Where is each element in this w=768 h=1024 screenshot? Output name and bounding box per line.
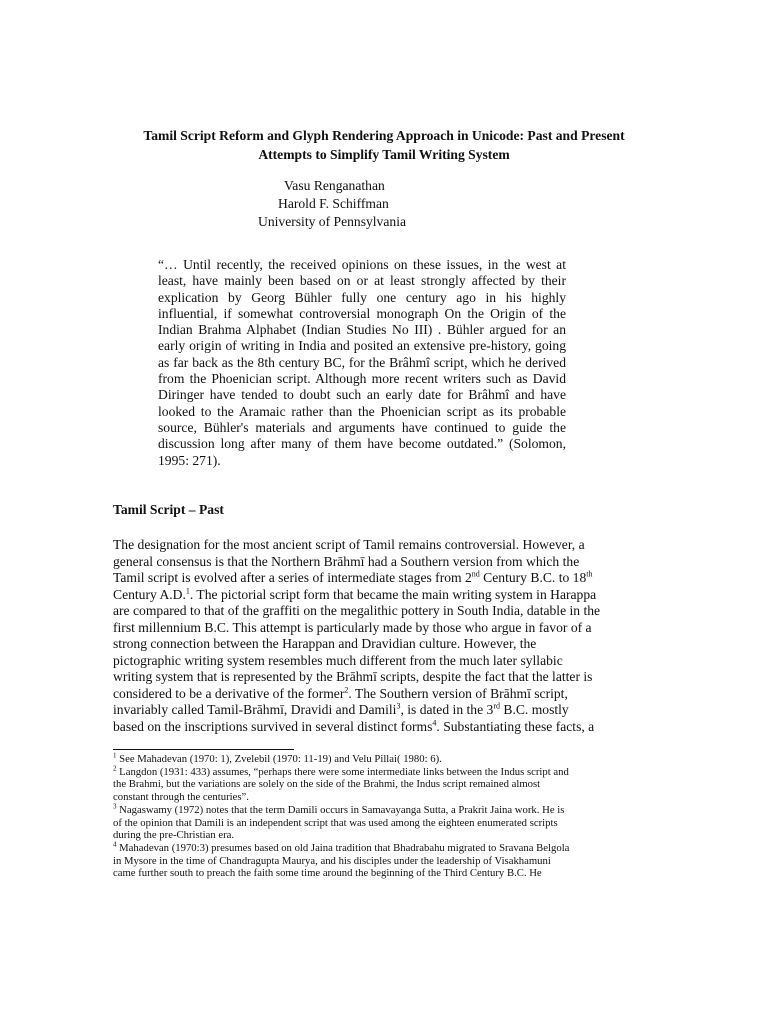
superscript: nd	[471, 569, 480, 579]
footnote-divider	[113, 749, 294, 750]
section-heading: Tamil Script – Past	[113, 502, 224, 517]
footnote-3-cont: during the pre-Christian era.	[113, 829, 235, 842]
title-line-2: Attempts to Simplify Tamil Writing System	[258, 147, 510, 162]
footnote-2-cont: the Brahmi, but the variations are solely on the side of the Brahmi, the Indus script remained almost	[113, 778, 541, 791]
author-name-2: Harold F. Schiffman	[278, 196, 389, 211]
superscript: th	[586, 569, 593, 579]
footnote-2-cont: constant through the centuries”.	[113, 791, 249, 804]
author-name-1: Vasu Renganathan	[284, 178, 385, 193]
superscript: rd	[493, 701, 500, 711]
footnote-4: $^4$ Mahadevan (1970:3) presumes based on old Jaina tradition that Bhadrabahu migrated to Sravana Belgola	[113, 840, 570, 854]
body-line: considered to be a derivative of the former$^2$. The Southern version of Brāhmī script,	[113, 684, 568, 701]
footnotes	[113, 753, 658, 880]
body-line: first millennium B.C. This attempt is particularly made by those who argue in favor of a	[113, 619, 592, 635]
footnote-number: 3	[113, 802, 117, 811]
body-line: pictographic writing system resembles much different from the much later syllabic	[113, 652, 563, 668]
body-line: The designation for the most ancient script of Tamil remains controversial. However, a	[113, 537, 585, 552]
footnote-1: $^1$ See Mahadevan (1970: 1), Zvelebil (1970: 11-19) and Velu Pillai( 1980: 6).	[113, 751, 442, 765]
footnote-number: 1	[113, 751, 117, 760]
body-line: are compared to that of the graffiti on the megalithic pottery in South India, datable in the	[113, 603, 601, 618]
body-line: Century A.D.$^1$. The pictorial script form that became the main writing system in Harappa	[113, 585, 597, 602]
body-line: writing system that is represented by the Brāhmī scripts, despite the fact that the latter is	[113, 669, 593, 684]
footnote-4-cont: came further south to preach the faith some time around the beginning of the Third Century B.C. He	[113, 867, 542, 880]
footnote-ref[interactable]: 3	[396, 701, 401, 711]
footnote-4-cont: in Mysore in the time of Chandragupta Maurya, and his disciples under the leadership of Visakhamuni	[113, 854, 551, 867]
body-line: invariably called Tamil-Brāhmī, Dravidi and Damili$^3$, is dated in the 3rd B.C. mostly	[113, 701, 569, 717]
footnote-ref[interactable]: 2	[344, 684, 349, 694]
footnote-2: $^2$ Langdon (1931: 433) assumes, “perhaps there were some intermediate links between the Indus script and	[113, 764, 569, 778]
epigraph-quote: “… Until recently, the received opinions on these issues, in the west at least, have mainly been based on or at least strongly affected by their explication by Georg Bühler fully one century ago in his highly influential, if somewhat controversial monograph On the Origin of the Indian Brahma Alphabet (Indian Studies No III) . Bühler argued for an early origin of writing in India and posited an extensive pre-history, going as far back as the 8th century BC, for the Brâhmî script, which he derived from the Phoenician script. Although more recent writers such as David Diringer have tended to doubt such an early date for Brâhmî and have looked to the Aramaic rather than the Phoenician script as its probable source, Bühler's materials and arguments have continued to guide the discussion long after many of them have become outdated.” (Solomon, 1995: 271).	[158, 257, 566, 468]
footnote-ref[interactable]: 4	[432, 717, 437, 727]
footnote-number: 4	[113, 840, 117, 849]
footnote-number: 2	[113, 764, 117, 773]
footnote-3: $^3$ Nagaswamy (1972) notes that the term Damili occurs in Samavayanga Sutta, a Prakrit Jaina work. He is	[113, 802, 565, 816]
paper-title	[60, 126, 708, 164]
body-line: Tamil script is evolved after a series of intermediate stages from 2nd Century B.C. to 18th	[113, 569, 593, 585]
author-block	[258, 177, 406, 231]
body-line: strong connection between the Harappan and Dravidian culture. However, the	[113, 636, 537, 651]
body-paragraph	[113, 537, 658, 735]
footnote-ref[interactable]: 1	[185, 585, 190, 595]
body-line: based on the inscriptions survived in several distinct forms$^4$. Substantiating these facts, a	[113, 717, 595, 734]
body-line: general consensus is that the Northern Brāhmī had a Southern version from which the	[113, 553, 580, 569]
author-affiliation: University of Pennsylvania	[258, 214, 406, 229]
footnote-3-cont: of the opinion that Damili is an independent script that was used among the eighteen enumerated scripts	[113, 816, 558, 829]
title-line-1: Tamil Script Reform and Glyph Rendering Approach in Unicode: Past and Present	[143, 128, 625, 143]
